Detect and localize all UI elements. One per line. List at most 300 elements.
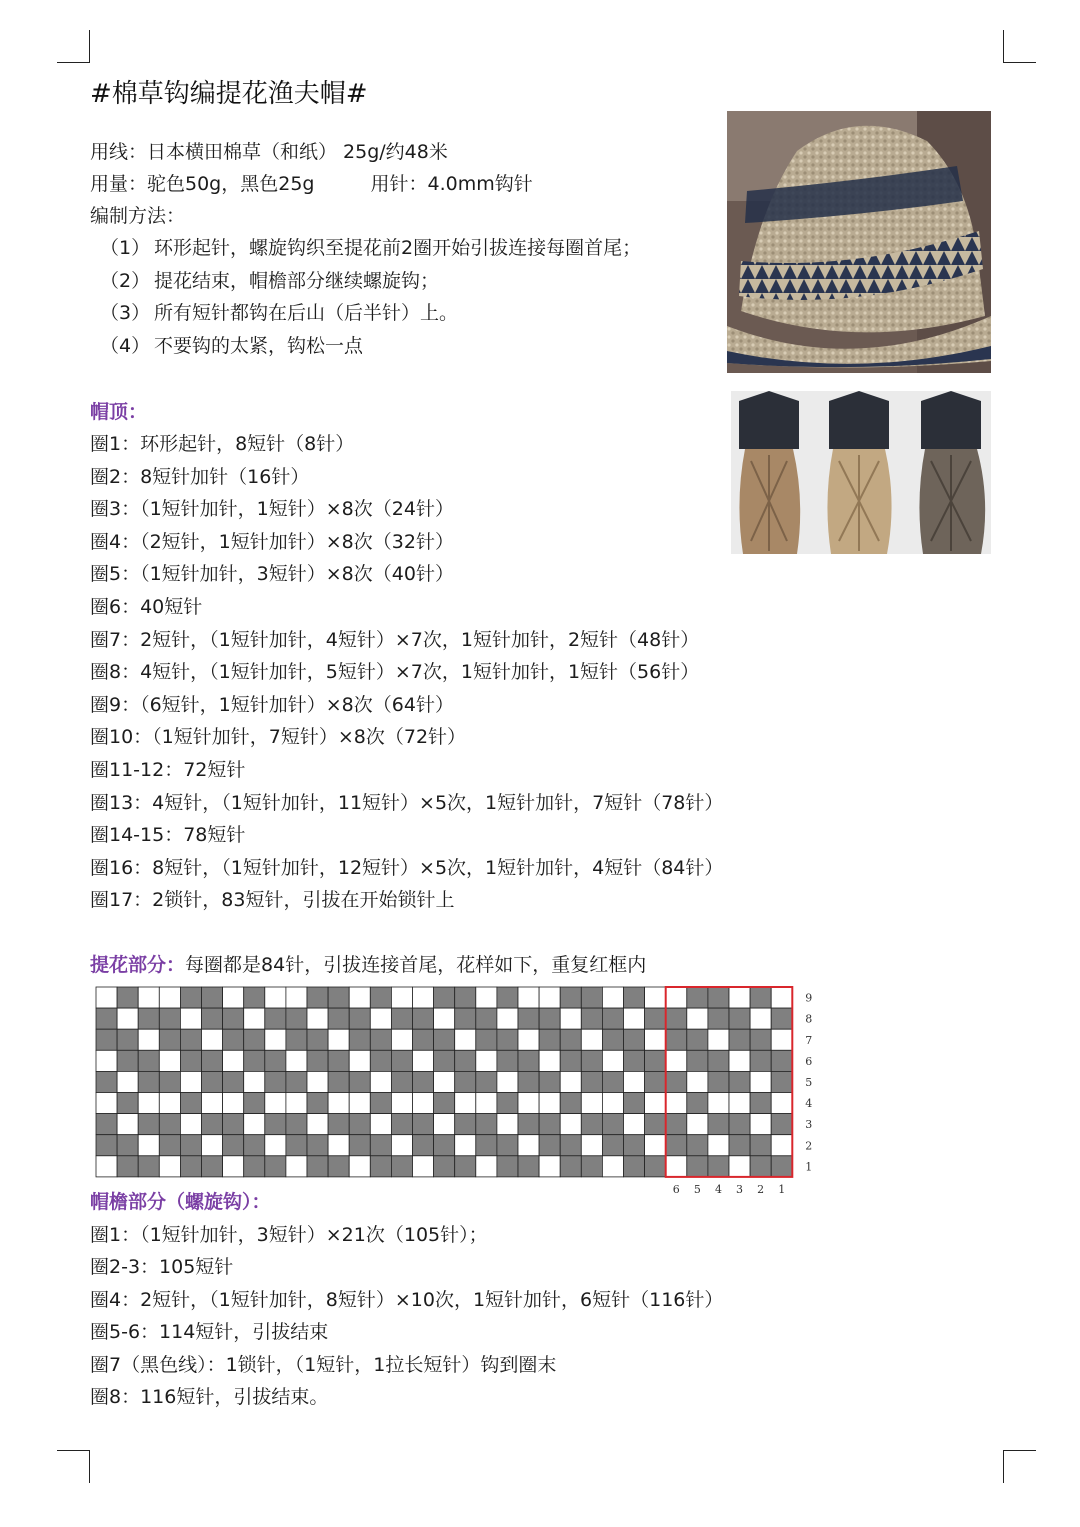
chart-cell [202,1156,223,1177]
crown-row: 圈3：（1短针加针，1短针）×8次（24针） [90,498,454,521]
chart-cell [434,987,455,1008]
chart-cell [391,1050,412,1071]
chart-cell [307,1008,328,1029]
chart-cell [265,1050,286,1071]
chart-cell [539,1093,560,1114]
chart-cell [328,1135,349,1156]
chart-cell [645,1156,666,1177]
chart-cell [624,1071,645,1092]
chart-cell [539,1071,560,1092]
chart-cell [771,1008,792,1029]
chart-cell [202,1071,223,1092]
chart-cell [666,1071,687,1092]
row-number-label: 5 [805,1075,813,1089]
chart-cell [645,1071,666,1092]
chart-cell [202,1029,223,1050]
column-number-label: 2 [757,1182,765,1196]
chart-cell [223,1135,244,1156]
crop-mark-top-left [57,30,90,63]
column-number-label: 6 [672,1182,680,1196]
chart-cell [476,1156,497,1177]
chart-cell [581,987,602,1008]
crown-row: 圈13：4短针，（1短针加针，11短针）×5次，1短针加针，7短针（78针） [90,791,724,814]
chart-cell [518,1093,539,1114]
chart-cell [370,1093,391,1114]
chart-cell [624,987,645,1008]
jacquard-heading: 提花部分： [90,954,186,976]
chart-cell [286,1135,307,1156]
chart-cell [476,1135,497,1156]
crown-heading: 帽顶： [90,401,148,423]
chart-cell [771,1156,792,1177]
brim-row: 圈5-6：114短针，引拔结束 [90,1321,329,1344]
column-number-label: 5 [693,1182,701,1196]
row-number-label: 2 [805,1139,813,1153]
crop-mark-bottom-right [1003,1450,1036,1483]
chart-cell [497,1008,518,1029]
chart-cell [666,1029,687,1050]
chart-cell [666,1114,687,1135]
chart-cell [581,1029,602,1050]
row-number-label: 1 [805,1160,813,1174]
chart-cell [223,987,244,1008]
chart-cell [708,1093,729,1114]
method-step [100,232,641,264]
crown-row: 圈1：环形起针，8短针（8针） [90,433,355,455]
chart-cell [434,1029,455,1050]
chart-cell [391,1114,412,1135]
chart-cell [180,1050,201,1071]
column-number-label: 3 [736,1182,744,1196]
chart-cell [370,1029,391,1050]
chart-cell [96,1114,117,1135]
chart-cell [286,1050,307,1071]
chart-cell [687,1029,708,1050]
chart-cell [159,1135,180,1156]
chart-cell [497,1114,518,1135]
chart-cell [455,987,476,1008]
chart-cell [413,1029,434,1050]
chart-cell [391,1093,412,1114]
crop-mark-top-right [1003,30,1036,63]
chart-cell [138,1093,159,1114]
chart-cell [244,1156,265,1177]
chart-cell [370,1071,391,1092]
chart-cell [539,1029,560,1050]
chart-cell [391,1156,412,1177]
crown-row: 圈14-15：78短针 [90,824,246,847]
chart-cell [117,1029,138,1050]
chart-cell [539,1135,560,1156]
chart-cell [750,1008,771,1029]
chart-cell [328,1071,349,1092]
chart-cell [476,987,497,1008]
chart-cell [687,1050,708,1071]
chart-cell [180,987,201,1008]
chart-cell [771,1029,792,1050]
chart-cell [581,1093,602,1114]
chart-cell [476,1029,497,1050]
chart-cell [202,1008,223,1029]
chart-cell [349,1071,370,1092]
step-text: 提花结束，帽檐部分继续螺旋钩； [154,270,440,292]
chart-cell [138,1156,159,1177]
chart-cell [602,1008,623,1029]
jacquard-heading-line [90,949,646,981]
chart-cell [539,987,560,1008]
chart-cell [434,1114,455,1135]
chart-cell [138,1008,159,1029]
chart-cell [391,987,412,1008]
chart-cell [159,987,180,1008]
chart-cell [391,1029,412,1050]
chart-cell [645,1029,666,1050]
chart-cell [476,1071,497,1092]
chart-cell [455,1093,476,1114]
chart-cell [391,1008,412,1029]
crown-row: 圈7：2短针，（1短针加针，4短针）×7次，1短针加针，2短针（48针） [90,628,700,651]
chart-cell [750,1093,771,1114]
chart-cell [750,1029,771,1050]
chart-cell [624,1114,645,1135]
chart-cell [729,1050,750,1071]
chart-cell [180,1008,201,1029]
chart-cell [539,1114,560,1135]
chart-cell [476,1008,497,1029]
brim-row: 圈4：2短针，（1短针加针，8短针）×10次，1短针加针，6短针（116针） [90,1288,724,1311]
crown-row: 圈10：（1短针加针，7短针）×8次（72针） [90,726,467,749]
chart-cell [729,1093,750,1114]
step-number: （4） [100,335,151,357]
chart-cell [223,1114,244,1135]
chart-cell [518,1008,539,1029]
brim-heading: 帽檐部分（螺旋钩）： [90,1191,271,1213]
chart-cell [96,1008,117,1029]
row-number-label: 7 [805,1033,813,1047]
jacquard-description: 每圈都是84针，引拔连接首尾，花样如下，重复红框内 [185,954,647,976]
chart-cell [349,1156,370,1177]
chart-cell [624,1029,645,1050]
crown-row: 圈16：8短针，（1短针加针，12短针）×5次，1短针加针，4短针（84针） [90,856,724,879]
chart-cell [117,987,138,1008]
chart-cell [645,1114,666,1135]
chart-cell [202,1050,223,1071]
chart-cell [624,1135,645,1156]
chart-cell [244,987,265,1008]
chart-cell [223,1050,244,1071]
chart-cell [602,1071,623,1092]
chart-cell [687,1156,708,1177]
row-number-label: 8 [805,1012,813,1026]
chart-cell [455,1135,476,1156]
chart-cell [581,1114,602,1135]
chart-cell [645,1050,666,1071]
chart-cell [455,1071,476,1092]
chart-cell [476,1050,497,1071]
chart-cell [434,1135,455,1156]
step-text: 不要钩的太紧，钩松一点 [154,335,364,357]
chart-cell [117,1093,138,1114]
chart-cell [750,1071,771,1092]
step-number: （3） [100,302,151,324]
chart-cell [96,1156,117,1177]
chart-cell [349,1114,370,1135]
chart-cell [497,1029,518,1050]
column-number-label: 4 [714,1182,722,1196]
chart-cell [750,1114,771,1135]
chart-cell [223,1071,244,1092]
chart-cell [265,1114,286,1135]
chart-cell [666,1093,687,1114]
chart-cell [202,1114,223,1135]
chart-cell [602,1029,623,1050]
chart-cell [476,1093,497,1114]
chart-cell [602,1156,623,1177]
chart-cell [159,1029,180,1050]
chart-cell [708,1050,729,1071]
chart-cell [96,987,117,1008]
chart-cell [265,1135,286,1156]
chart-cell [413,1050,434,1071]
chart-cell [687,1071,708,1092]
chart-cell [138,1050,159,1071]
chart-cell [159,1071,180,1092]
chart-cell [328,987,349,1008]
chart-cell [244,1071,265,1092]
chart-cell [729,1029,750,1050]
chart-cell [138,1135,159,1156]
crop-mark-bottom-left [57,1450,90,1483]
chart-cell [223,1029,244,1050]
chart-cell [666,1156,687,1177]
chart-cell [560,1029,581,1050]
chart-cell [117,1135,138,1156]
chart-cell [518,1135,539,1156]
chart-cell [497,1156,518,1177]
chart-cell [286,1029,307,1050]
chart-cell [666,1050,687,1071]
chart-cell [497,1135,518,1156]
chart-cell [138,987,159,1008]
step-number: （1） [100,237,151,259]
crown-row: 圈8：4短针，（1短针加针，5短针）×7次，1短针加针，1短针（56针） [90,661,700,684]
chart-cell [624,1093,645,1114]
chart-cell [455,1029,476,1050]
chart-cell [307,1093,328,1114]
chart-cell [180,1135,201,1156]
chart-cell [771,1114,792,1135]
chart-cell [180,1093,201,1114]
crown-row: 圈4：（2短针，1短针加针）×8次（32针） [90,530,454,553]
chart-cell [96,1135,117,1156]
chart-cell [771,1135,792,1156]
chart-cell [391,1135,412,1156]
brim-row: 圈2-3：105短针 [90,1256,234,1279]
chart-cell [518,987,539,1008]
chart-cell [771,987,792,1008]
chart-cell [180,1029,201,1050]
chart-cell [117,1071,138,1092]
chart-cell [159,1008,180,1029]
chart-cell [307,1071,328,1092]
chart-cell [413,1114,434,1135]
chart-cell [413,1008,434,1029]
chart-cell [244,1050,265,1071]
chart-cell [307,1050,328,1071]
chart-cell [286,1156,307,1177]
chart-cell [265,1093,286,1114]
chart-cell [666,1008,687,1029]
method-label: 编制方法： [90,205,186,227]
chart-cell [180,1114,201,1135]
chart-cell [560,1135,581,1156]
chart-cell [370,1050,391,1071]
chart-cell [370,1008,391,1029]
chart-cell [138,1071,159,1092]
chart-cell [645,987,666,1008]
chart-cell [265,1029,286,1050]
chart-cell [159,1114,180,1135]
chart-cell [202,1135,223,1156]
chart-cell [539,1156,560,1177]
yarn-line: 用线：日本横田棉草（和纸） 25g/约48米 [90,141,448,163]
chart-cell [771,1093,792,1114]
chart-cell [244,1114,265,1135]
chart-cell [771,1071,792,1092]
chart-cell [455,1156,476,1177]
chart-cell [434,1050,455,1071]
chart-cell [581,1071,602,1092]
chart-cell [370,1114,391,1135]
jacquard-chart [95,986,813,1196]
chart-cell [687,1135,708,1156]
chart-cell [244,1029,265,1050]
chart-cell [729,1156,750,1177]
brim-row: 圈7（黑色线）：1锁针，（1短针，1拉长短针）钩到圈末 [90,1353,557,1376]
chart-cell [349,1135,370,1156]
chart-cell [138,1114,159,1135]
chart-cell [328,1050,349,1071]
chart-cell [223,1156,244,1177]
chart-cell [370,1156,391,1177]
chart-cell [286,1071,307,1092]
chart-cell [455,1114,476,1135]
column-number-label: 1 [778,1182,786,1196]
amount-needle-line [90,168,533,200]
chart-cell [223,1008,244,1029]
chart-cell [687,1114,708,1135]
crown-row: 圈6：40短针 [90,596,203,618]
chart-cell [96,1093,117,1114]
chart-cell [455,1008,476,1029]
crown-row: 圈11-12：72短针 [90,759,246,781]
chart-cell [202,1093,223,1114]
chart-cell [265,1156,286,1177]
crown-row: 圈5：（1短针加针，3短针）×8次（40针） [90,563,454,586]
chart-cell [286,1114,307,1135]
chart-cell [265,987,286,1008]
crown-row: 圈2：8短针加针（16针） [90,465,310,488]
row-number-label: 3 [805,1118,813,1132]
chart-cell [708,1029,729,1050]
chart-cell [349,1050,370,1071]
chart-cell [180,1156,201,1177]
chart-cell [286,1093,307,1114]
chart-cell [560,987,581,1008]
chart-cell [729,1135,750,1156]
chart-cell [602,1135,623,1156]
chart-cell [750,1156,771,1177]
chart-cell [455,1050,476,1071]
chart-cell [602,1093,623,1114]
chart-cell [518,1029,539,1050]
chart-cell [307,1114,328,1135]
chart-cell [265,1008,286,1029]
step-number: （2） [100,270,151,292]
chart-cell [307,1156,328,1177]
chart-cell [729,1114,750,1135]
chart-cell [624,1050,645,1071]
chart-cell [349,987,370,1008]
chart-cell [117,1008,138,1029]
chart-cell [497,1050,518,1071]
needle-text: 用针：4.0mm钩针 [370,173,533,195]
chart-cell [560,1156,581,1177]
chart-cell [624,1008,645,1029]
chart-cell [413,1071,434,1092]
chart-cell [223,1093,244,1114]
crown-row: 圈17：2锁针，83短针，引拔在开始锁针上 [90,889,455,912]
step-text: 环形起针，螺旋钩织至提花前2圈开始引拔连接每圈首尾； [154,237,642,259]
chart-cell [159,1156,180,1177]
chart-cell [159,1093,180,1114]
chart-cell [265,1071,286,1092]
step-text: 所有短针都钩在后山（后半针）上。 [154,302,459,324]
chart-cell [708,1008,729,1029]
method-step [100,330,363,362]
chart-cell [497,1093,518,1114]
row-number-label: 4 [805,1097,813,1111]
chart-cell [687,987,708,1008]
chart-cell [413,1135,434,1156]
chart-cell [96,1050,117,1071]
chart-cell [602,987,623,1008]
brim-row: 圈8：116短针，引拔结束。 [90,1386,329,1408]
chart-cell [96,1029,117,1050]
chart-cell [518,1071,539,1092]
chart-cell [159,1050,180,1071]
chart-cell [434,1008,455,1029]
chart-cell [307,1029,328,1050]
chart-cell [539,1008,560,1029]
chart-cell [202,987,223,1008]
chart-cell [117,1114,138,1135]
chart-cell [645,1093,666,1114]
chart-cell [708,1071,729,1092]
chart-cell [560,1050,581,1071]
chart-cell [666,1135,687,1156]
chart-cell [708,1114,729,1135]
chart-cell [624,1156,645,1177]
chart-cell [539,1050,560,1071]
row-number-label: 6 [805,1054,813,1068]
chart-cell [328,1029,349,1050]
amount-text: 用量：驼色50g，黑色25g [90,173,315,195]
chart-cell [602,1114,623,1135]
chart-cell [180,1071,201,1092]
chart-cell [328,1008,349,1029]
chart-cell [476,1114,497,1135]
